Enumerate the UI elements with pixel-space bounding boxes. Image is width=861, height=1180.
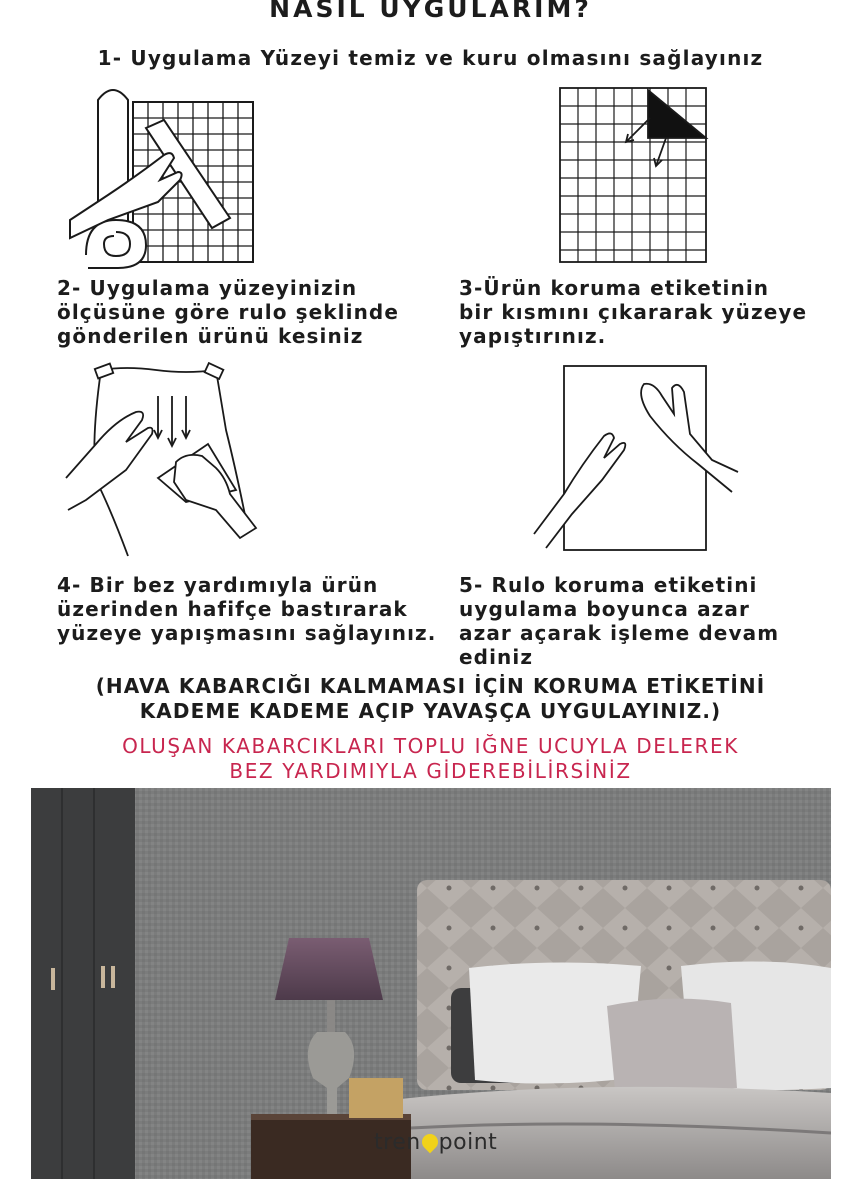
cloth-press-illustration [66, 360, 266, 560]
bubble-warning: OLUŞAN KABARCIKLARI TOPLU IĞNE UCUYLA DELEREK BEZ YARDIMIYLA GİDEREBİLİRSİNİZ [122, 734, 739, 783]
peel-corner-illustration [558, 86, 708, 266]
measure-roll-illustration [68, 80, 268, 270]
step-3-text: 3-Ürün koruma etiketinin bir kısmını çıkararak yüzeye yapıştırınız. [459, 276, 808, 348]
brand-watermark: tren point [374, 1130, 498, 1155]
page-title: NASIL UYGULARIM? [269, 0, 592, 23]
hands-smoothing-illustration [532, 364, 742, 554]
step-1-text: 1- Uygulama Yüzeyi temiz ve kuru olmasını sağlayınız [97, 46, 764, 70]
step-5-text: 5- Rulo koruma etiketini uygulama boyunca azar azar açarak işleme devam ediniz [459, 573, 780, 669]
step-4-text: 4- Bir bez yardımıyla ürün üzerinden hafifçe bastırarak yüzeye yapışmasını sağlayınız. [57, 573, 437, 645]
location-pin-icon [418, 1131, 441, 1154]
air-bubble-note: (HAVA KABARCIĞI KALMAMASI İÇİN KORUMA ETİKETİNİ KADEME KADEME AÇIP YAVAŞÇA UYGULAYINIZ.) [95, 674, 766, 723]
bedroom-photo [31, 788, 831, 1179]
step-2-text: 2- Uygulama yüzeyinizin ölçüsüne göre rulo şeklinde gönderilen ürünü kesiniz [57, 276, 400, 348]
